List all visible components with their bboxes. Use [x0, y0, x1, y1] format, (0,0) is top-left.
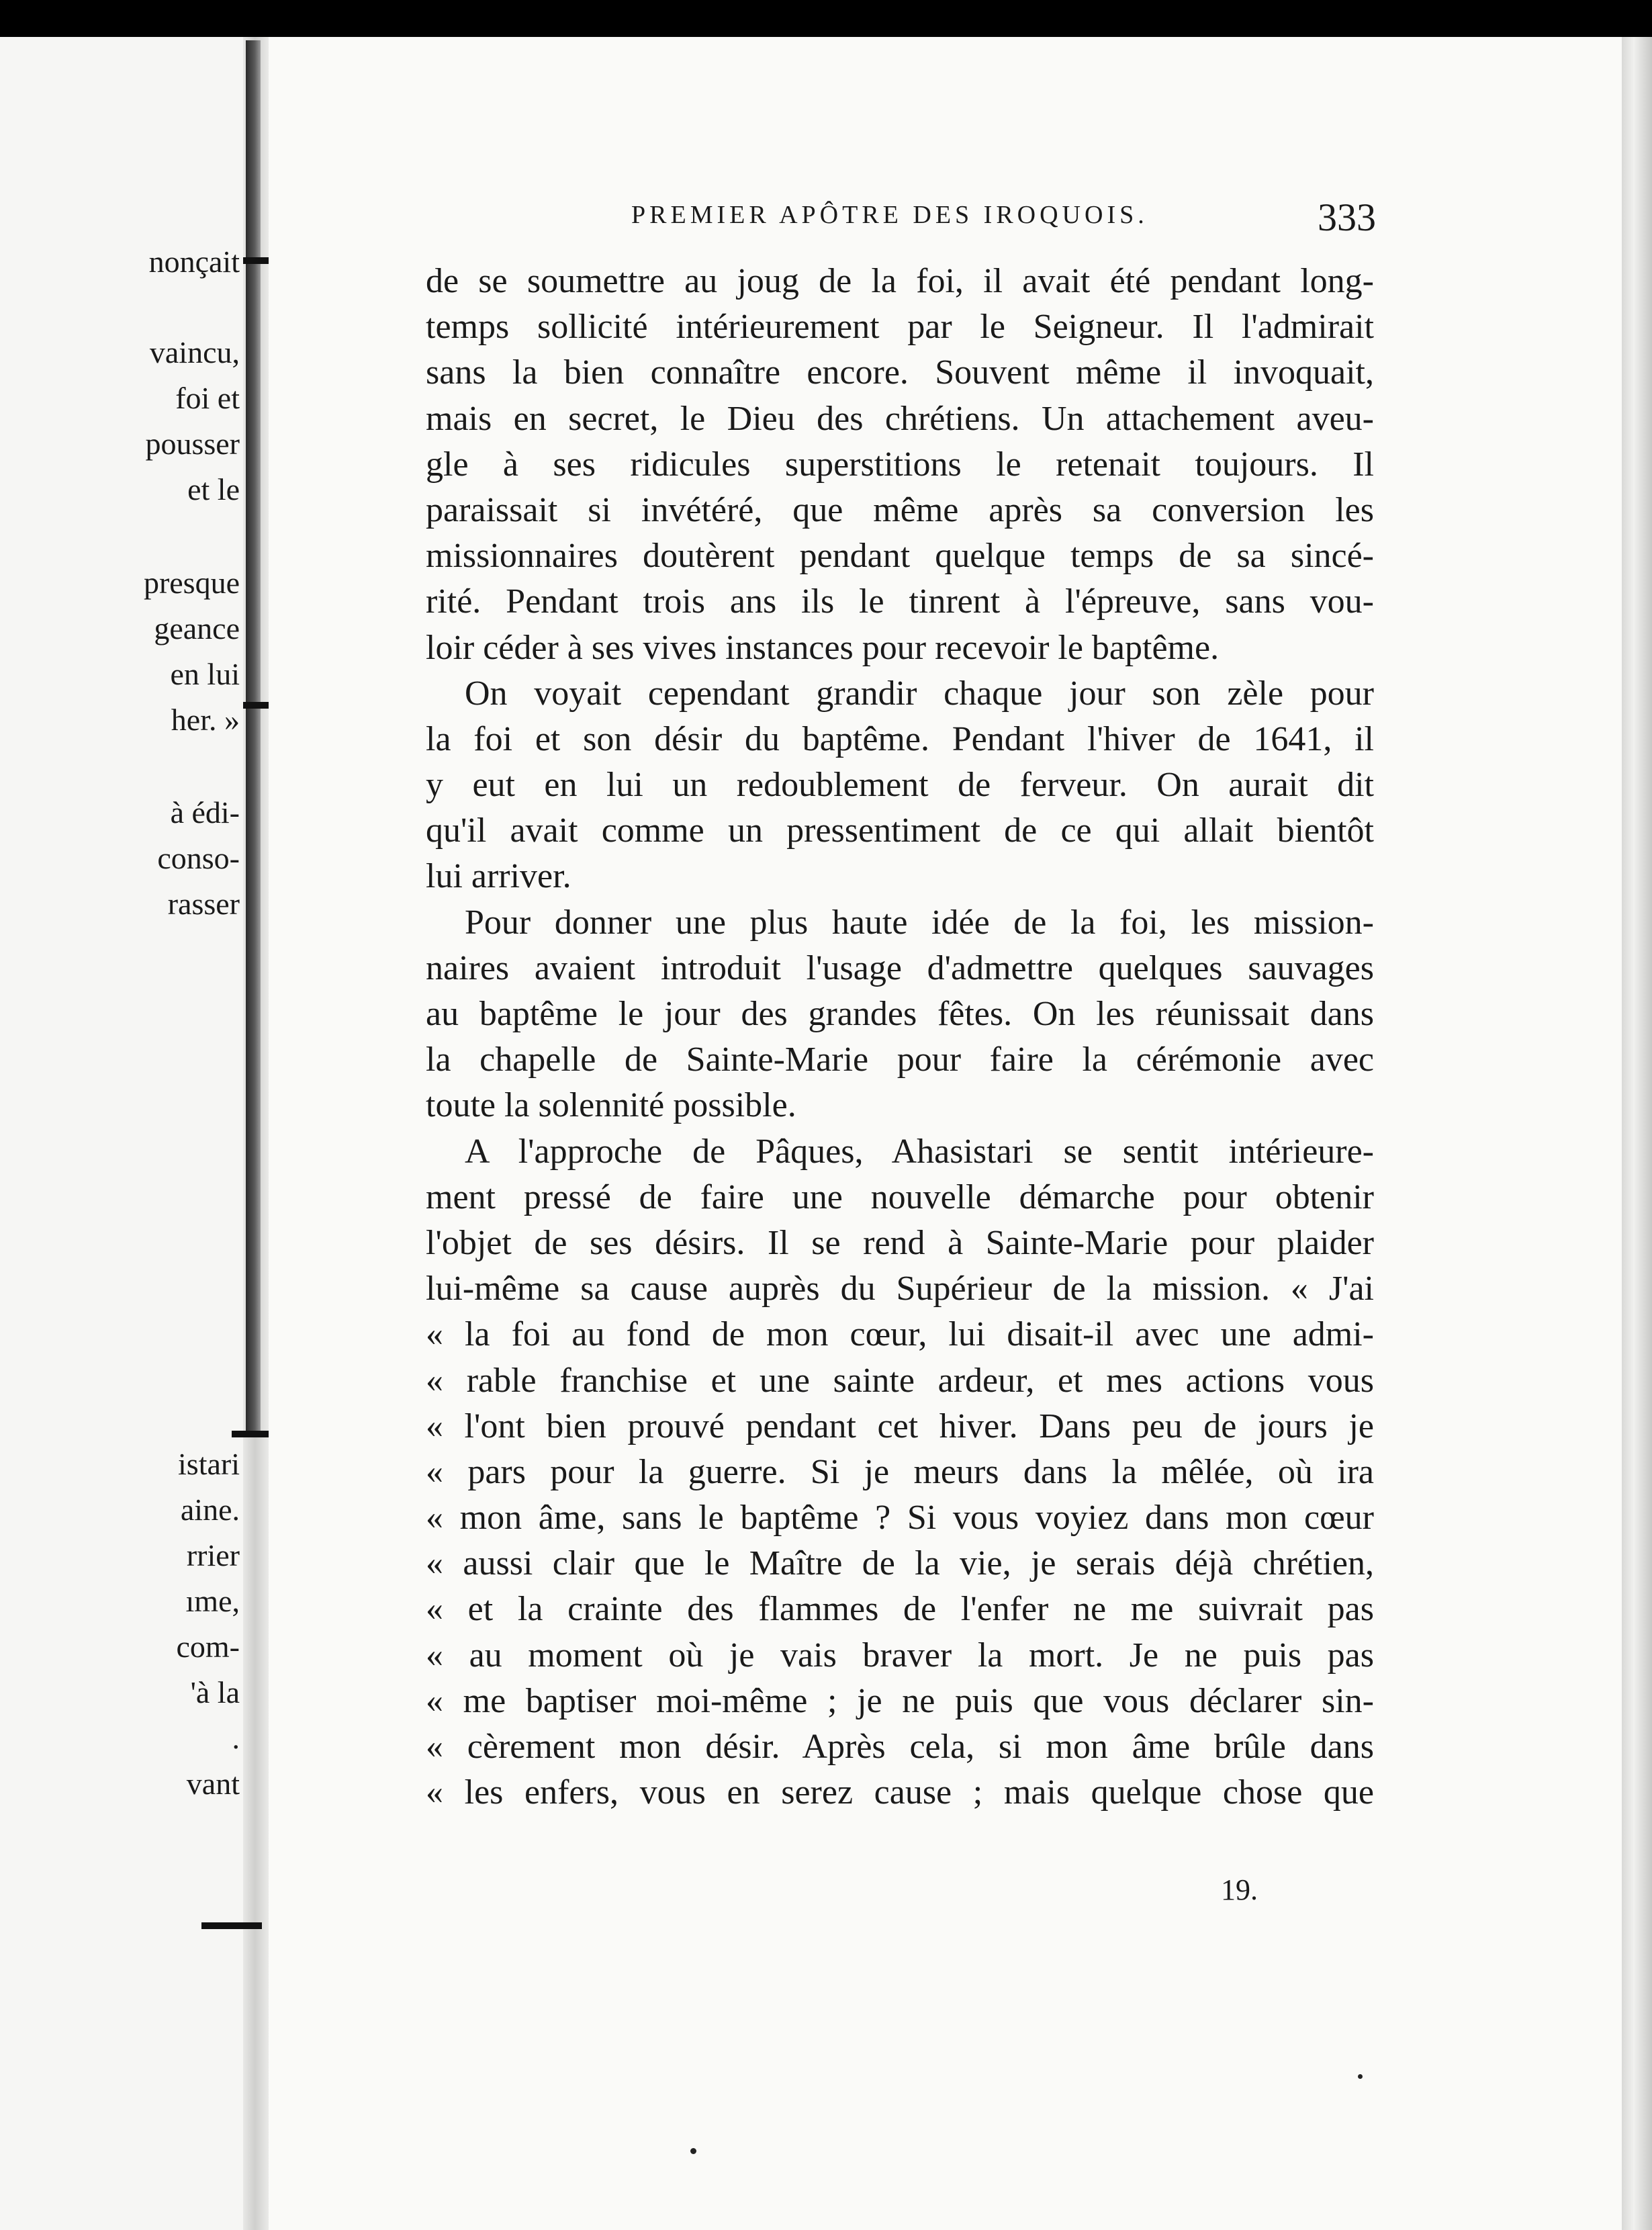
text-line: « me baptiser moi-même ; je ne puis que vous déclarer sin-: [426, 1681, 1374, 1720]
text-line: « et la crainte des flammes de l'enfer ne me suivrait pas: [426, 1590, 1374, 1629]
text-line: de se soumettre au joug de la foi, il avait été pendant long-: [426, 262, 1374, 300]
facing-page-fragment: rasser: [167, 887, 240, 921]
page-edge-stack: [1622, 37, 1652, 2230]
facing-page-fragment: conso-: [157, 841, 240, 875]
facing-page-fragment: her. »: [171, 703, 240, 737]
text-line: naires avaient introduit l'usage d'admettre quelques sauvages: [426, 948, 1374, 987]
text-line: « pars pour la guerre. Si je meurs dans la mêlée, où ira: [426, 1452, 1374, 1491]
facing-page-fragment: .: [232, 1721, 240, 1755]
binding-shadow: [246, 40, 261, 1437]
page-number: 333: [1318, 195, 1376, 239]
text-line: On voyait cependant grandir chaque jour son zèle pour: [465, 674, 1374, 713]
text-line: sans la bien connaître encore. Souvent même il invoquait,: [426, 353, 1374, 392]
facing-page-fragment: nonçait: [148, 244, 240, 279]
text-line: paraissait si invétéré, que même après sa conversion les: [426, 490, 1374, 529]
facing-page-fragment: 'à la: [190, 1675, 240, 1709]
text-line: toute la solennité possible.: [426, 1086, 796, 1125]
text-line: missionnaires doutèrent pendant quelque temps de sa sincé-: [426, 537, 1374, 576]
text-line: l'objet de ses désirs. Il se rend à Sainte-Marie pour plaider: [426, 1223, 1374, 1262]
facing-page-fragment: com-: [176, 1630, 240, 1664]
text-line: mais en secret, le Dieu des chrétiens. Un attachement aveu-: [426, 399, 1374, 438]
text-line: qu'il avait comme un pressentiment de ce qui allait bientôt: [426, 811, 1374, 850]
text-line: « l'ont bien prouvé pendant cet hiver. Dans peu de jours je: [426, 1407, 1374, 1445]
running-title: PREMIER APÔTRE DES IROQUOIS.: [631, 201, 1148, 229]
text-line: loir céder à ses vives instances pour recevoir le baptême.: [426, 628, 1220, 667]
body-text: [426, 259, 1374, 1816]
facing-page-left: [0, 37, 243, 2230]
facing-page-fragment: rrier: [186, 1538, 240, 1572]
facing-page-fragment: presque: [143, 566, 240, 600]
text-line: « la foi au fond de mon cœur, lui disait-il avec une admi-: [426, 1315, 1374, 1354]
text-line: la foi et son désir du baptême. Pendant l'hiver de 1641, il: [426, 719, 1374, 758]
text-line: temps sollicité intérieurement par le Seigneur. Il l'admirait: [426, 308, 1374, 347]
paper-speck: [690, 2148, 696, 2154]
facing-page-fragment: et le: [187, 472, 240, 506]
facing-page-fragment: aine.: [180, 1492, 240, 1527]
signature-mark: 19.: [1221, 1873, 1258, 1906]
facing-page-fragment: vaincu,: [149, 335, 240, 369]
text-line: gle à ses ridicules superstitions le retenait toujours. Il: [426, 445, 1374, 484]
facing-page-fragment: pousser: [145, 427, 240, 461]
text-line: rité. Pendant trois ans ils le tinrent à l'épreuve, sans vou-: [426, 582, 1374, 621]
facing-page-fragment: à édi-: [170, 795, 240, 830]
facing-page-fragment: ıme,: [185, 1584, 240, 1618]
text-line: la chapelle de Sainte-Marie pour faire la cérémonie avec: [426, 1040, 1374, 1079]
text-line: « les enfers, vous en serez cause ; mais quelque chose que: [426, 1773, 1374, 1812]
text-line: « cèrement mon désir. Après cela, si mon âme brûle dans: [426, 1728, 1374, 1766]
text-line: « aussi clair que le Maître de la vie, je serais déjà chrétien,: [426, 1544, 1374, 1583]
text-line: lui-même sa cause auprès du Supérieur de la mission. « J'ai: [426, 1269, 1374, 1308]
text-line: « rable franchise et une sainte ardeur, et mes actions vous: [426, 1361, 1374, 1400]
text-line: ment pressé de faire une nouvelle démarche pour obtenir: [426, 1177, 1374, 1216]
text-line: A l'approche de Pâques, Ahasistari se sentit intérieure-: [465, 1132, 1374, 1171]
text-line: Pour donner une plus haute idée de la foi, les mission-: [465, 903, 1374, 942]
binding-stitch: [201, 1922, 262, 1929]
text-line: y eut en lui un redoublement de ferveur. On aurait dit: [426, 766, 1374, 805]
text-line: « mon âme, sans le baptême ? Si vous voyiez dans mon cœur: [426, 1499, 1374, 1537]
facing-page-fragment: foi et: [175, 381, 240, 415]
facing-page-fragment: en lui: [170, 657, 240, 691]
text-line: « au moment où je vais braver la mort. Je ne puis pas: [426, 1636, 1374, 1675]
facing-page-fragment: istari: [178, 1447, 240, 1481]
text-line: lui arriver.: [426, 857, 571, 896]
facing-page-fragment: vant: [186, 1767, 240, 1801]
paper-speck: [1358, 2074, 1363, 2079]
facing-page-fragment: geance: [154, 611, 240, 645]
text-line: au baptême le jour des grandes fêtes. On les réunissait dans: [426, 995, 1374, 1033]
